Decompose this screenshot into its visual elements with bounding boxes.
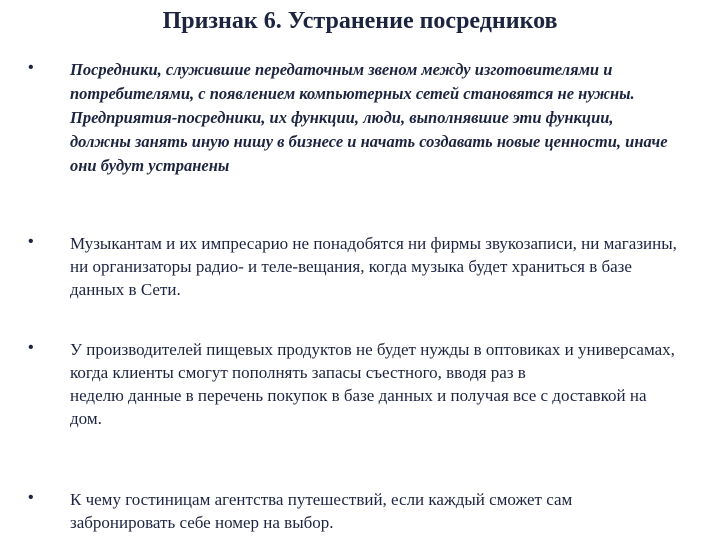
bullet-item-musicians [28, 232, 678, 301]
bullet-text-musicians: Музыкантам и их импресарио не понадобятся ни фирмы звукозаписи, ни магазины, ни организаторы радио- и теле-вещания, когда музыка будет храниться в базе данных в Сети. [70, 234, 677, 299]
bullet-text-hotels: К чему гостиницам агентства путешествий, если каждый сможет сам забронировать себе номер на выбор. [70, 490, 573, 532]
bullet-marker: • [28, 489, 34, 506]
bullet-marker: • [28, 59, 34, 76]
bullet-marker: • [28, 339, 34, 356]
bullet-item-hotels [28, 488, 678, 534]
bullet-text-food-producers: У производителей пищевых продуктов не будет нужды в оптовиках и универсамах, когда клиенты смогут пополнять запасы съестного, вводя раз в неделю данные в перечень покупок в базе данных и получая все с доставкой на дом. [70, 340, 675, 428]
slide-title: Признак 6. Устранение посредников [162, 8, 558, 34]
bullet-item-intermediaries [28, 58, 678, 178]
bullet-item-food-producers [28, 338, 678, 430]
bullet-marker: • [28, 233, 34, 250]
bullet-text-intermediaries: Посредники, служившие передаточным звеном между изготовителями и потребителями, с появлением компьютерных сетей становятся не нужны. Предприятия-посредники, их функции, люди, выполнявшие эти функции, должны занять иную нишу в бизнесе и начать создавать новые ценности, иначе они будут устранены [70, 60, 668, 175]
